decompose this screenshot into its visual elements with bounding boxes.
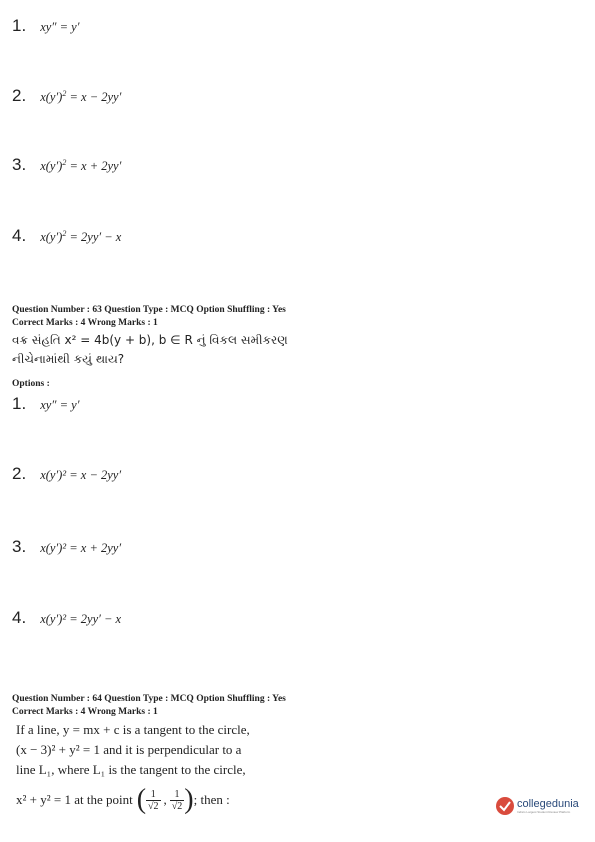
q64-meta-line2: Correct Marks : 4 Wrong Marks : 1 bbox=[12, 707, 158, 717]
collegedunia-logo bbox=[495, 796, 579, 816]
right-paren-icon: ) bbox=[184, 784, 194, 815]
top-option-3 bbox=[12, 155, 121, 175]
option-expression: $x(y')^2 = x + 2yy'$ bbox=[40, 157, 122, 173]
fraction-numerator: 1 bbox=[146, 789, 161, 801]
option-number: 3. bbox=[12, 155, 27, 174]
option-expression: x(y′)² = x + 2yy′ bbox=[40, 541, 122, 555]
q63-option-1[interactable] bbox=[12, 394, 79, 414]
point-y-fraction bbox=[170, 789, 185, 812]
option-expression: x(y′)² = 2yy′ − x bbox=[40, 612, 122, 626]
option-expression: $x(y')^2 = 2yy' - x$ bbox=[40, 228, 122, 244]
option-number: 4. bbox=[12, 226, 27, 245]
logo-name: collegedunia bbox=[517, 797, 579, 810]
q63-question-line1: વક્ર સંહતિ x² = 4b(y + b), b ∈ R નું વિકલ સમીકરણ bbox=[12, 333, 288, 347]
option-number: 1. bbox=[12, 16, 27, 35]
q64-question-line1: If a line, y = mx + c is a tangent to the circle, bbox=[16, 722, 250, 737]
option-expression: xy″ = y′ bbox=[40, 398, 80, 412]
q64-question-line4 bbox=[16, 784, 230, 816]
top-option-2 bbox=[12, 86, 121, 106]
q63-options-label: Options : bbox=[12, 379, 50, 389]
option-number: 1. bbox=[12, 394, 27, 413]
q63-meta-line2: Correct Marks : 4 Wrong Marks : 1 bbox=[12, 318, 158, 328]
q63-option-2[interactable] bbox=[12, 464, 121, 484]
left-paren-icon: ( bbox=[136, 784, 147, 815]
top-option-4 bbox=[12, 226, 121, 246]
q64-line4-end: ; then : bbox=[193, 792, 230, 807]
q63-option-4[interactable] bbox=[12, 608, 121, 628]
collegedunia-logo-icon bbox=[495, 796, 515, 816]
option-number: 3. bbox=[12, 537, 27, 556]
point-x-fraction bbox=[146, 789, 161, 812]
top-option-1 bbox=[12, 16, 79, 36]
option-number: 2. bbox=[12, 464, 27, 483]
q64-question-line2: (x − 3)² + y² = 1 and it is perpendicular to a bbox=[16, 742, 242, 757]
q63-meta-line1: Question Number : 63 Question Type : MCQ Option Shuffling : Yes bbox=[12, 305, 286, 315]
q64-line4-start: x² + y² = 1 at the point bbox=[16, 792, 133, 807]
option-expression: xy″ = y′ bbox=[40, 20, 80, 34]
comma-separator: , bbox=[163, 792, 167, 807]
logo-tagline: India's Largest Student Review Platform bbox=[517, 809, 571, 814]
option-number: 2. bbox=[12, 86, 27, 105]
q64-question-line3: line L₁, where L₁ is the tangent to the circle, bbox=[16, 762, 246, 777]
option-expression: x(y′)² = x − 2yy′ bbox=[40, 468, 122, 482]
fraction-numerator: 1 bbox=[170, 789, 185, 801]
q63-option-3[interactable] bbox=[12, 537, 121, 557]
q64-meta-line1: Question Number : 64 Question Type : MCQ Option Shuffling : Yes bbox=[12, 694, 286, 704]
option-number: 4. bbox=[12, 608, 27, 627]
option-expression: $x(y')^2 = x - 2yy'$ bbox=[40, 88, 122, 104]
q63-question-line2: નીચેનામાંથી કયું થાય? bbox=[12, 352, 125, 366]
fraction-denominator: √2 bbox=[148, 800, 159, 812]
fraction-denominator: √2 bbox=[171, 800, 183, 812]
